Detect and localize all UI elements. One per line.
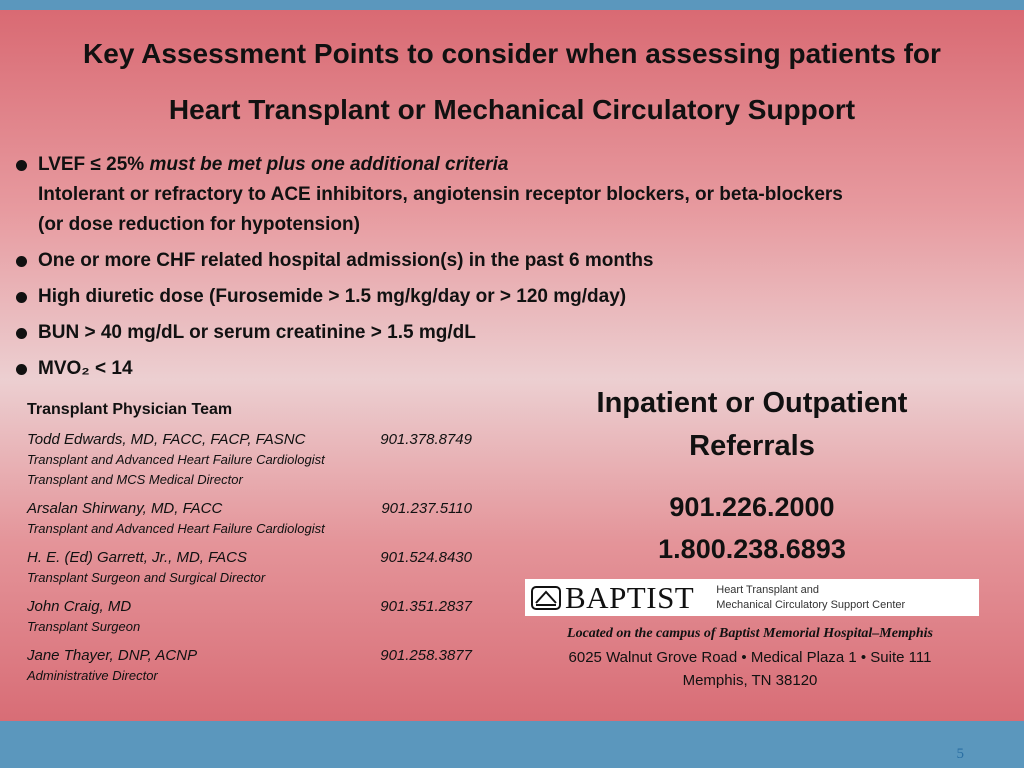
page-number: 5 — [956, 746, 964, 762]
criteria-detail-note: (or dose reduction for hypotension) — [38, 214, 360, 235]
team-member — [27, 548, 472, 588]
member-name: Arsalan Shirwany, MD, FACC — [27, 500, 223, 517]
criteria-lead: LVEF ≤ 25% — [38, 154, 150, 175]
referral-title-line-2: Referrals — [689, 430, 815, 462]
baptist-logo-mark-icon — [531, 586, 561, 610]
title-line-1: Key Assessment Points to consider when assessing patients for — [83, 38, 941, 69]
member-role: Transplant and Advanced Heart Failure Cardiologist — [27, 521, 325, 536]
referral-title-line-1: Inpatient or Outpatient — [596, 387, 908, 419]
member-phone: 901.378.8749 — [380, 431, 472, 448]
member-name: H. E. (Ed) Garrett, Jr., MD, FACS — [27, 549, 248, 566]
top-band — [0, 0, 1024, 10]
campus-note: Located on the campus of Baptist Memorial Hospital–Memphis — [567, 626, 933, 641]
address-line-2: Memphis, TN 38120 — [682, 672, 818, 689]
referral-phone-tollfree: 1.800.238.6893 — [658, 534, 846, 564]
criteria-item — [14, 282, 1004, 312]
member-role: Administrative Director — [27, 668, 158, 683]
member-phone: 901.237.5110 — [381, 500, 472, 517]
team-member — [27, 597, 472, 637]
criteria-text: BUN > 40 mg/dL or serum creatinine > 1.5 mg/dL — [38, 322, 476, 343]
logo-tagline — [716, 583, 905, 613]
baptist-logo — [525, 579, 979, 616]
criteria-emphasis: must be met plus one additional criteria — [149, 154, 509, 175]
bullet-icon — [16, 292, 27, 303]
criteria-text: MVO₂ < 14 — [38, 358, 133, 379]
logo-tagline-line-1: Heart Transplant and — [716, 583, 819, 596]
team-member — [27, 430, 472, 490]
member-phone: 901.351.2837 — [380, 598, 472, 615]
physician-team — [27, 398, 472, 695]
criteria-item — [14, 318, 1004, 348]
criteria-list — [14, 150, 1004, 390]
member-name: Todd Edwards, MD, FACC, FACP, FASNC — [27, 431, 306, 448]
member-phone: 901.524.8430 — [380, 549, 472, 566]
slide-title — [0, 26, 1024, 138]
criteria-item — [14, 150, 1004, 240]
address-line-1: 6025 Walnut Grove Road • Medical Plaza 1 • Suite 111 — [568, 649, 932, 666]
referral-block — [510, 382, 994, 570]
team-title: Transplant Physician Team — [27, 401, 233, 418]
bullet-icon — [16, 328, 27, 339]
member-role: Transplant and MCS Medical Director — [27, 472, 243, 487]
criteria-item — [14, 354, 1004, 384]
criteria-text: One or more CHF related hospital admission(s) in the past 6 months — [38, 250, 654, 271]
member-role: Transplant and Advanced Heart Failure Cardiologist — [27, 452, 325, 467]
bottom-band — [0, 721, 1024, 768]
criteria-detail: Intolerant or refractory to ACE inhibitors, angiotensin receptor blockers, or beta-blockers — [38, 184, 843, 205]
logo-tagline-line-2: Mechanical Circulatory Support Center — [716, 598, 906, 611]
member-phone: 901.258.3877 — [380, 647, 472, 664]
criteria-text: High diuretic dose (Furosemide > 1.5 mg/kg/day or > 120 mg/day) — [38, 286, 627, 307]
team-member — [27, 499, 472, 539]
criteria-item — [14, 246, 1004, 276]
bullet-icon — [16, 256, 27, 267]
team-member — [27, 646, 472, 686]
member-name: Jane Thayer, DNP, ACNP — [27, 647, 198, 664]
title-line-2: Heart Transplant or Mechanical Circulatory Support — [168, 94, 856, 125]
logo-wordmark: BAPTIST — [565, 579, 695, 615]
member-role: Transplant Surgeon — [27, 619, 141, 634]
address — [500, 646, 1000, 692]
member-role: Transplant Surgeon and Surgical Director — [27, 570, 266, 585]
member-name: John Craig, MD — [27, 598, 132, 615]
referral-phone-local: 901.226.2000 — [669, 492, 835, 522]
bullet-icon — [16, 364, 27, 375]
bullet-icon — [16, 160, 27, 171]
